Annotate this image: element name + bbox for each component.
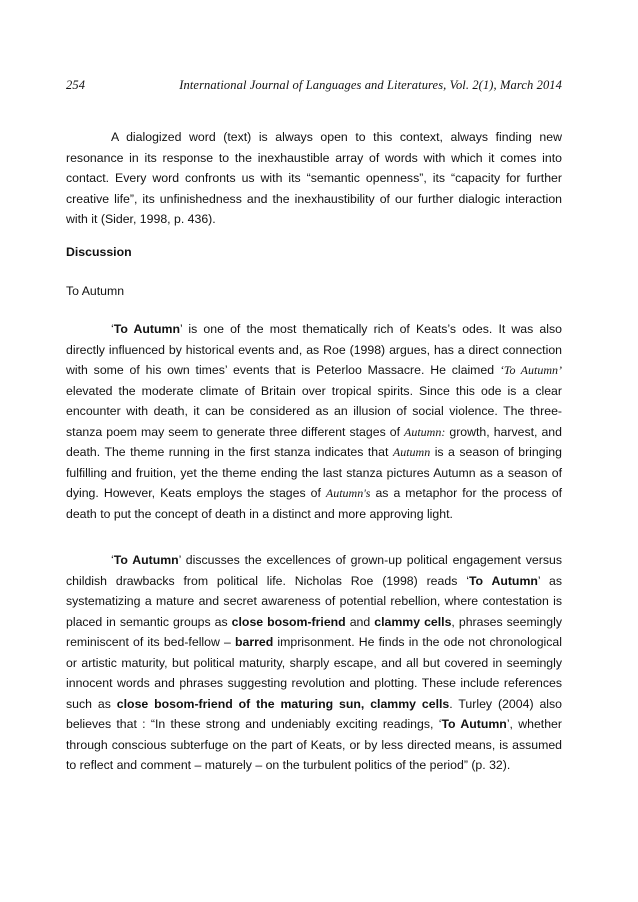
bold-phrase: close bosom-friend of the maturing sun, clammy cells	[116, 696, 450, 711]
bold-phrase: close bosom-friend	[231, 614, 346, 629]
journal-title: International Journal of Languages and Literatures, Vol. 2(1), March 2014	[179, 78, 562, 92]
text-run: and	[345, 614, 375, 629]
text-run: ’ as systematizing a mature and secret awareness of potential rebellion, where contestation is placed in semantic groups as	[66, 573, 563, 629]
bold-title: To Autumn	[441, 717, 507, 731]
bold-title: To Autumn	[113, 322, 180, 336]
text-run: growth, harvest, and death. The theme running in the first stanza indicates that	[66, 424, 562, 459]
text-run: , phrases seemingly reminiscent of its bed-fellow –	[66, 614, 562, 649]
paragraph-dialogized-word	[66, 127, 562, 230]
paragraph-text: A dialogized word (text) is always open to this context, always finding new resonance in its response to the inexhaustible array of words with which it comes into contact. Every word confronts us with its “semantic openness”, its “capacity for further creative life”, its unfinishedness and the inexhaustibility of our further dialogic interaction with it (Sider, 1998, p. 436).	[66, 130, 562, 226]
italic-term: Autumn's	[325, 486, 371, 500]
section-heading: Discussion	[66, 245, 132, 259]
bold-phrase: barred	[234, 635, 274, 649]
text-run: is a season of bringing fulfilling and fruition, yet the theme ending the last stanza pictures Autumn as a season of dying. However, Keats employs the stages of	[66, 445, 562, 500]
bold-title: To Autumn	[468, 573, 538, 588]
paragraph-to-autumn-politics	[66, 550, 562, 776]
quote-mark: ‘	[111, 553, 114, 567]
text-run: . Turley (2004) also believes that : “In these strong and undeniably exciting readings, ‘	[66, 696, 563, 731]
text-run: ’ is one of the most thematically rich of Keats’s odes. It was also directly influenced by historical events and, as Roe (1998) argues, has a direct connection with some of his own times’ events that is Peterloo Massacre. He claimed	[66, 322, 562, 377]
italic-term: Autumn:	[404, 424, 446, 439]
quote-mark: ‘	[111, 322, 114, 336]
text-run: as a metaphor for the process of death to put the concept of death in a distinct and more approving light.	[66, 486, 562, 521]
text-run: elevated the moderate climate of Britain over tropical spirits. Since this ode is a clear encounter with death, it can be considered as an illusion of social violence. The three-stanza poem may seem to generate three different stages of	[66, 383, 562, 439]
bold-title: To Autumn	[113, 553, 179, 567]
italic-term: Autumn	[392, 445, 431, 459]
text-run: imprisonment. He finds in the ode not chronological or artistic maturity, but political maturity, sharply escape, and all but covered in seemingly innocent words and phrases suggesting revolution and plotting. These include references such as	[66, 635, 562, 711]
text-run: ’, whether through conscious subterfuge on the part of Keats, or by less directed means, is assumed to reflect and comment – maturely – on the turbulent politics of the period” (p. 32).	[66, 717, 562, 772]
bold-phrase: clammy cells	[374, 614, 452, 629]
page-number: 254	[66, 78, 86, 92]
italic-title: ‘To Autumn’	[499, 363, 562, 377]
paragraph-to-autumn-intro	[66, 319, 562, 524]
text-run: ’ discusses the excellences of grown-up political engagement versus childish drawbacks from political life. Nicholas Roe (1998) reads ‘	[66, 553, 562, 588]
subheading: To Autumn	[66, 284, 125, 298]
